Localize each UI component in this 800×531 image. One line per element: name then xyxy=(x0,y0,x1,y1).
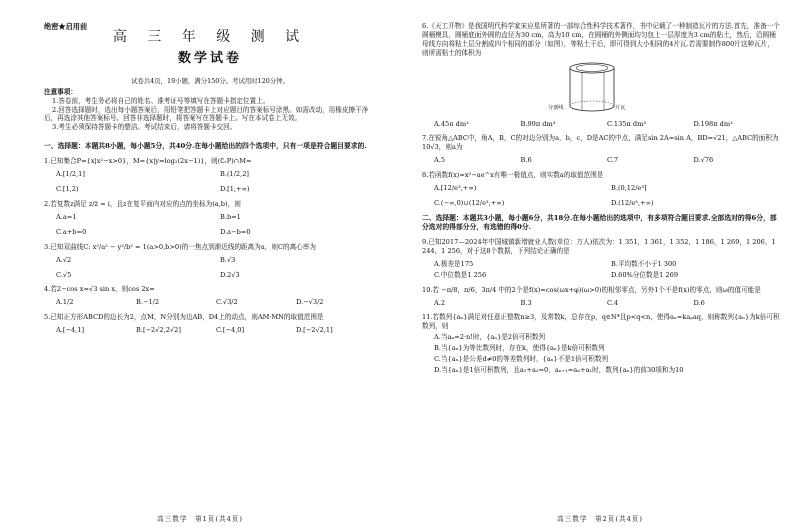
question-11 xyxy=(422,313,780,374)
option-a: A.5 xyxy=(434,156,446,165)
question-stem: 7.在锐角△ABC中，角A，B，C的对边分别为a，b，c，D是AC的中点，满足sin 2A=sin A，BD=√21，△ABC的面积为10√3，则a为 xyxy=(422,134,779,152)
question-10 xyxy=(422,286,780,308)
page-footer: 高三数学 第1页(共4页) xyxy=(157,515,243,524)
figure-cylinder xyxy=(422,58,780,116)
option-d: D.6 xyxy=(693,298,705,307)
option-a: A.当aₙ=2·n!时，{aₙ}是2倍可积数列 xyxy=(434,333,546,342)
question-4 xyxy=(44,285,376,307)
option-b: B.(0,12/e³] xyxy=(611,184,647,193)
option-d: D.[1,+∞) xyxy=(220,185,250,194)
question-stem: 6.《天工开物》是我国明代科学家宋应星所著的一部综合性科学技术著作，书中记载了一种制造瓦片的方法.首先，准备一个圆桶模具，圆桶底面外圆的直径为30 cm，高为10 cm，在圆桶的外侧面均匀包上一层厚度为3 cm的粘土，然后，沿圆桶母线方向将粘土层分割成四个相同的部分（如图），等粘土干后，即可得到大小相同的4片瓦.若需要制作800片这种瓦片，则所需粘土的体积为 xyxy=(422,22,780,57)
option-c: C.7 xyxy=(607,156,619,165)
option-d: D.60%分位数是1 269 xyxy=(611,270,679,279)
figure-label-tile: 一片瓦 xyxy=(610,104,626,111)
page-footer: 高三数学 第2页(共4页) xyxy=(557,515,643,524)
notes-heading: 注意事项： xyxy=(44,87,77,96)
option-c: C.√5 xyxy=(56,270,72,279)
question-5 xyxy=(44,313,376,335)
option-c: C.(−∞,0)∪(12/e³,+∞) xyxy=(434,198,505,207)
question-stem: 11.若数列{aₙ}满足对任意正整数n≥3，及常数k，总存在p，q∈N*且p<q<n，使得aₙ=kaₚaq，则称数列{aₙ}为k倍可积数列，则 xyxy=(422,313,780,331)
option-b: B.[−2√2,2√2] xyxy=(136,326,181,335)
exam-subtitle: 数学试卷 xyxy=(177,50,242,66)
option-c: C.135π dm³ xyxy=(607,119,647,128)
option-a: A.1/2 xyxy=(56,298,74,307)
option-c: C.[−4,0] xyxy=(216,326,245,335)
option-b: B.6 xyxy=(520,156,532,165)
option-b: B.b=1 xyxy=(220,212,241,221)
question-stem: 4.若2−cos x=√3 sin x，则cos 2x= xyxy=(44,285,155,294)
secret-label: 绝密★启用前 xyxy=(44,22,88,31)
question-8 xyxy=(422,171,780,208)
note-3: 3.考生必须保持答题卡的整洁。考试结束后，请将答题卡交回。 xyxy=(52,123,237,132)
option-a: A.极差是175 xyxy=(434,259,474,268)
option-b: B.当{aₙ}为等比数列时，存在k，使得{aₙ}是k倍可积数列 xyxy=(434,344,605,353)
option-b: B.3 xyxy=(520,298,532,307)
exam-title: 高 三 年 级 测 试 xyxy=(112,28,308,45)
option-d: D.(12/e³,+∞) xyxy=(611,198,654,207)
question-2 xyxy=(44,200,376,237)
option-b: B.−1/2 xyxy=(136,298,160,307)
option-a: A.a=1 xyxy=(56,212,77,221)
option-d: D.198π dm³ xyxy=(693,119,733,128)
question-9 xyxy=(422,238,780,280)
option-a: A.[−4,1] xyxy=(56,326,85,335)
option-a: A.[12/e³,+∞) xyxy=(434,184,477,193)
section-2-heading: 二、选择题：本题共3小题，每小题6分，共18分.在每小题给出的选项中，有多项符合题目要求.全部选对的得6分，部分选对的得部分分，有选错的得0分. xyxy=(422,213,777,231)
question-stem: 5.已知正方形ABCD的边长为2，点M，N分别为边AB，D4上的动点，则AM·MN的取值范围是 xyxy=(44,313,324,322)
question-stem: 2.若复数z满足 z/z̄ = i，且z在复平面内对应的点的坐标为(a,b)，则 xyxy=(44,200,241,209)
exam-info: 试卷共4页，19小题，满分150分。考试用时120分钟。 xyxy=(130,77,289,86)
option-c: C.4 xyxy=(607,298,619,307)
option-a: A.45π dm³ xyxy=(434,119,469,128)
question-stem: 9.已知2017—2024年中国城镇新增就业人数(单位：万人)依次为：1 351，1 361，1 352，1 186，1 269，1 206，1 244，1 256，对于这8个数据，下列结论正确的是 xyxy=(422,238,776,256)
note-2: 2.回答选择题时，选出每小题答案后，用铅笔把答题卡上对应题目的答案标号涂黑。如需改动，用橡皮擦干净后，再选涂其他答案标号。回答非选择题时，将答案写在答题卡上。写在本试卷上无效。 xyxy=(44,105,369,123)
question-3 xyxy=(44,243,376,280)
option-d: D.当{aₙ}是1倍可积数列，且a₁+a₂=0，aₙ₊₁=aₙ+a₁时，数列{aₙ}的前30项和为10 xyxy=(434,365,684,374)
option-b: B.(1/2,2] xyxy=(220,170,249,179)
question-1 xyxy=(44,157,376,194)
option-d: D.a−b=0 xyxy=(220,227,251,236)
option-a: A.2 xyxy=(434,298,446,307)
option-c: C.[1,2) xyxy=(56,185,79,194)
option-d: D.−√3/2 xyxy=(296,298,324,307)
option-b: B.√3 xyxy=(220,255,236,264)
option-a: A.√2 xyxy=(56,255,72,264)
question-stem: 1.已知集合P={x|x²−x>0}，M={x|y=log₂(2x−1)}，则(∁ᵣP)∩M= xyxy=(44,157,252,166)
note-1: 1.答卷前，考生务必将自己的姓名、准考证号等填写在答题卡指定位置上。 xyxy=(52,96,270,105)
question-7 xyxy=(422,134,780,165)
option-d: D.√76 xyxy=(693,156,714,165)
option-d: D.[−2√2,1] xyxy=(296,326,333,335)
question-stem: 8.若函数f(x)=x²−ae^x有唯一极值点，则实数a的取值范围是 xyxy=(422,171,604,180)
option-c: C.当{aₙ}是公差d≠0的等差数列时，{aₙ}不是1倍可积数列 xyxy=(434,355,609,364)
option-c: C.中位数是1 256 xyxy=(434,270,487,279)
option-c: C.√3/2 xyxy=(216,298,238,307)
option-b: B.平均数不小于1 300 xyxy=(611,259,677,268)
option-c: C.a+b=0 xyxy=(56,227,87,236)
option-b: B.99π dm³ xyxy=(520,119,556,128)
section-1-heading: 一、选择题：本题共8小题，每小题5分，共40分.在每小题给出的四个选项中，只有一项是符合题目要求的. xyxy=(44,142,367,151)
page-2 xyxy=(400,0,800,531)
option-a: A.[1/2,1] xyxy=(56,170,85,179)
figure-label-split-line: 分割线 xyxy=(548,104,564,111)
question-6 xyxy=(422,22,780,128)
option-d: D.2√3 xyxy=(220,270,240,279)
question-stem: 3.已知双曲线C: x²/a² − y²/b² = 1(a>0,b>0)的一焦点到渐近线的距离为a，则C的离心率为 xyxy=(44,242,316,251)
question-stem: 10.若 −π/8，π/6，3π/4 中的2个是f(x)=cos(ωx+φ)(ω>0)的相邻零点，另外1个不是f(x)的零点，则ω的值可能是 xyxy=(422,285,761,294)
